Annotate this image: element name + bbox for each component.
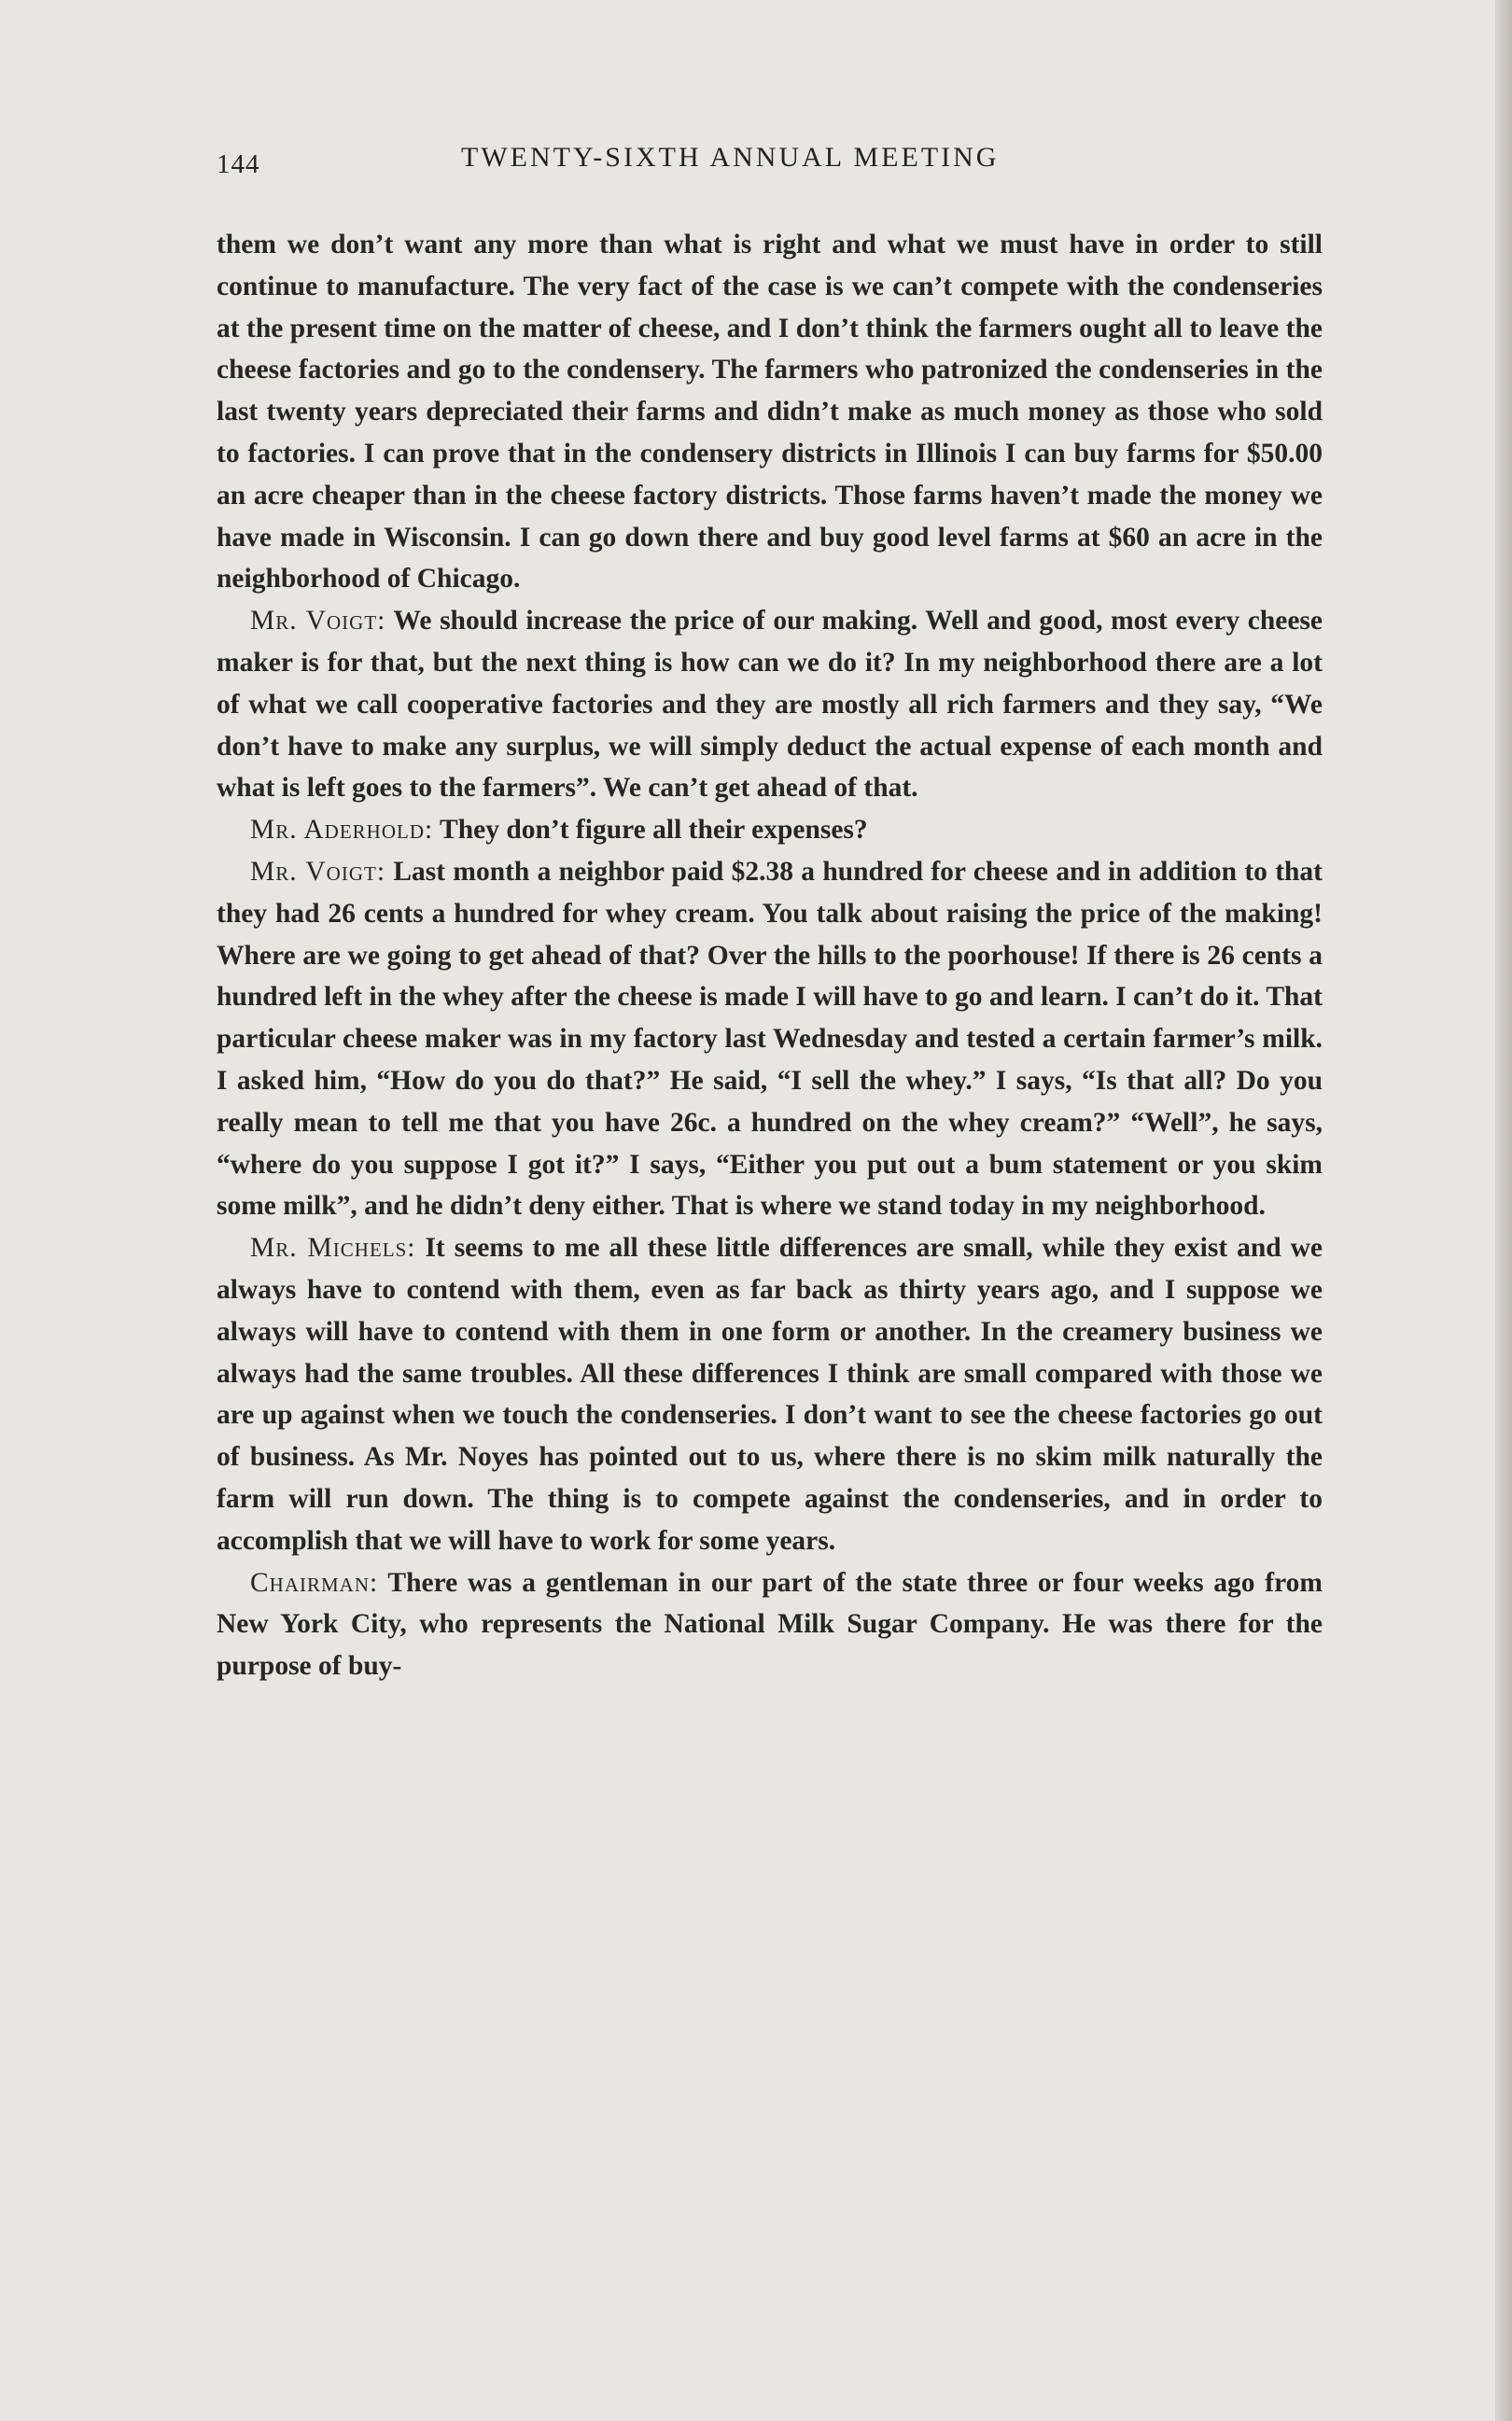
page-number: 144 <box>217 149 260 179</box>
speech-text: We should increase the price of our making. Well and good, most every cheese maker is for that, but the next thing is how can we do it? In my neighborhood there are a lot of what we call cooperative factories and they are mostly all rich farmers and they say, “We don’t have to make any surplus, we will simply deduct the actual expense of each month and what is left goes to the farmers”. We can’t get ahead of that. <box>217 606 1323 804</box>
speaker-name: Mr. Aderhold: <box>250 815 434 846</box>
speaker-name: Chairman: <box>250 1567 379 1598</box>
paragraph-text: them we don’t want any more than what is right and what we must have in order to still continue to manufacture. The very fact of the case is we can’t compete with the condenseries at the present time on the matter of cheese, and I don’t think the farmers ought all to leave the cheese factories and go to the condensery. The farmers who patronized the condenseries in the last twenty years depreciated their farms and didn’t make as much money as those who sold to factories. I can prove that in the condensery districts in Illinois I can buy farms for $50.00 an acre cheaper than in the cheese factory districts. Those farms haven’t made the money we have made in Wisconsin. I can go down there and buy good level farms at $60 an acre in the neighborhood of Chicago. <box>217 230 1323 595</box>
paragraph <box>217 224 1323 600</box>
speech-paragraph <box>217 809 1323 851</box>
speech-text: Last month a neighbor paid $2.38 a hundred for cheese and in addition to that they had 26 cents a hundred for whey cream. You talk about raising the price of the making! Where are we going to get ahead of that? Over the hills to the poorhouse! If there is 26 cents a hundred left in the whey after the cheese is made I will have to go and learn. I can’t do it. That particular cheese maker was in my factory last Wednesday and tested a certain farmer’s milk. I asked him, “How do you do that?” He said, “I sell the whey.” I says, “Is that all? Do you really mean to tell me that you have 26c. a hundred on the whey cream?” “Well”, he says, “where do you suppose I got it?” I says, “Either you put out a bum statement or you skim some milk”, and he didn’t deny either. That is where we stand today in my neighborhood. <box>217 856 1323 1222</box>
speech-paragraph <box>217 851 1323 1227</box>
body-text <box>217 224 1323 1687</box>
running-head <box>217 142 1327 189</box>
speaker-name: Mr. Voigt: <box>250 856 386 887</box>
speaker-name: Mr. Michels: <box>250 1233 416 1264</box>
running-head-title: TWENTY-SIXTH ANNUAL MEETING <box>461 142 1000 173</box>
speech-text: They don’t figure all their expenses? <box>440 815 868 846</box>
speaker-name: Mr. Voigt: <box>250 606 386 637</box>
speech-paragraph <box>217 1227 1323 1561</box>
speech-text: It seems to me all these little differences are small, while they exist and we always have to contend with them, even as far back as thirty years ago, and I suppose we always will have to contend with them in one form or another. In the creamery business we always had the same troubles. All these differences I think are small compared with those we are up against when we touch the condenseries. I don’t want to see the cheese factories go out of business. As Mr. Noyes has pointed out to us, where there is no skim milk naturally the farm will run down. The thing is to compete against the condenseries, and in order to accomplish that we will have to work for some years. <box>217 1233 1323 1556</box>
speech-paragraph <box>217 1562 1323 1687</box>
binding-shadow <box>1495 0 1512 2421</box>
speech-paragraph <box>217 600 1323 809</box>
speech-text: There was a gentleman in our part of the state three or four weeks ago from New York City, who represents the National Milk Sugar Company. He was there for the purpose of buy- <box>217 1567 1323 1682</box>
